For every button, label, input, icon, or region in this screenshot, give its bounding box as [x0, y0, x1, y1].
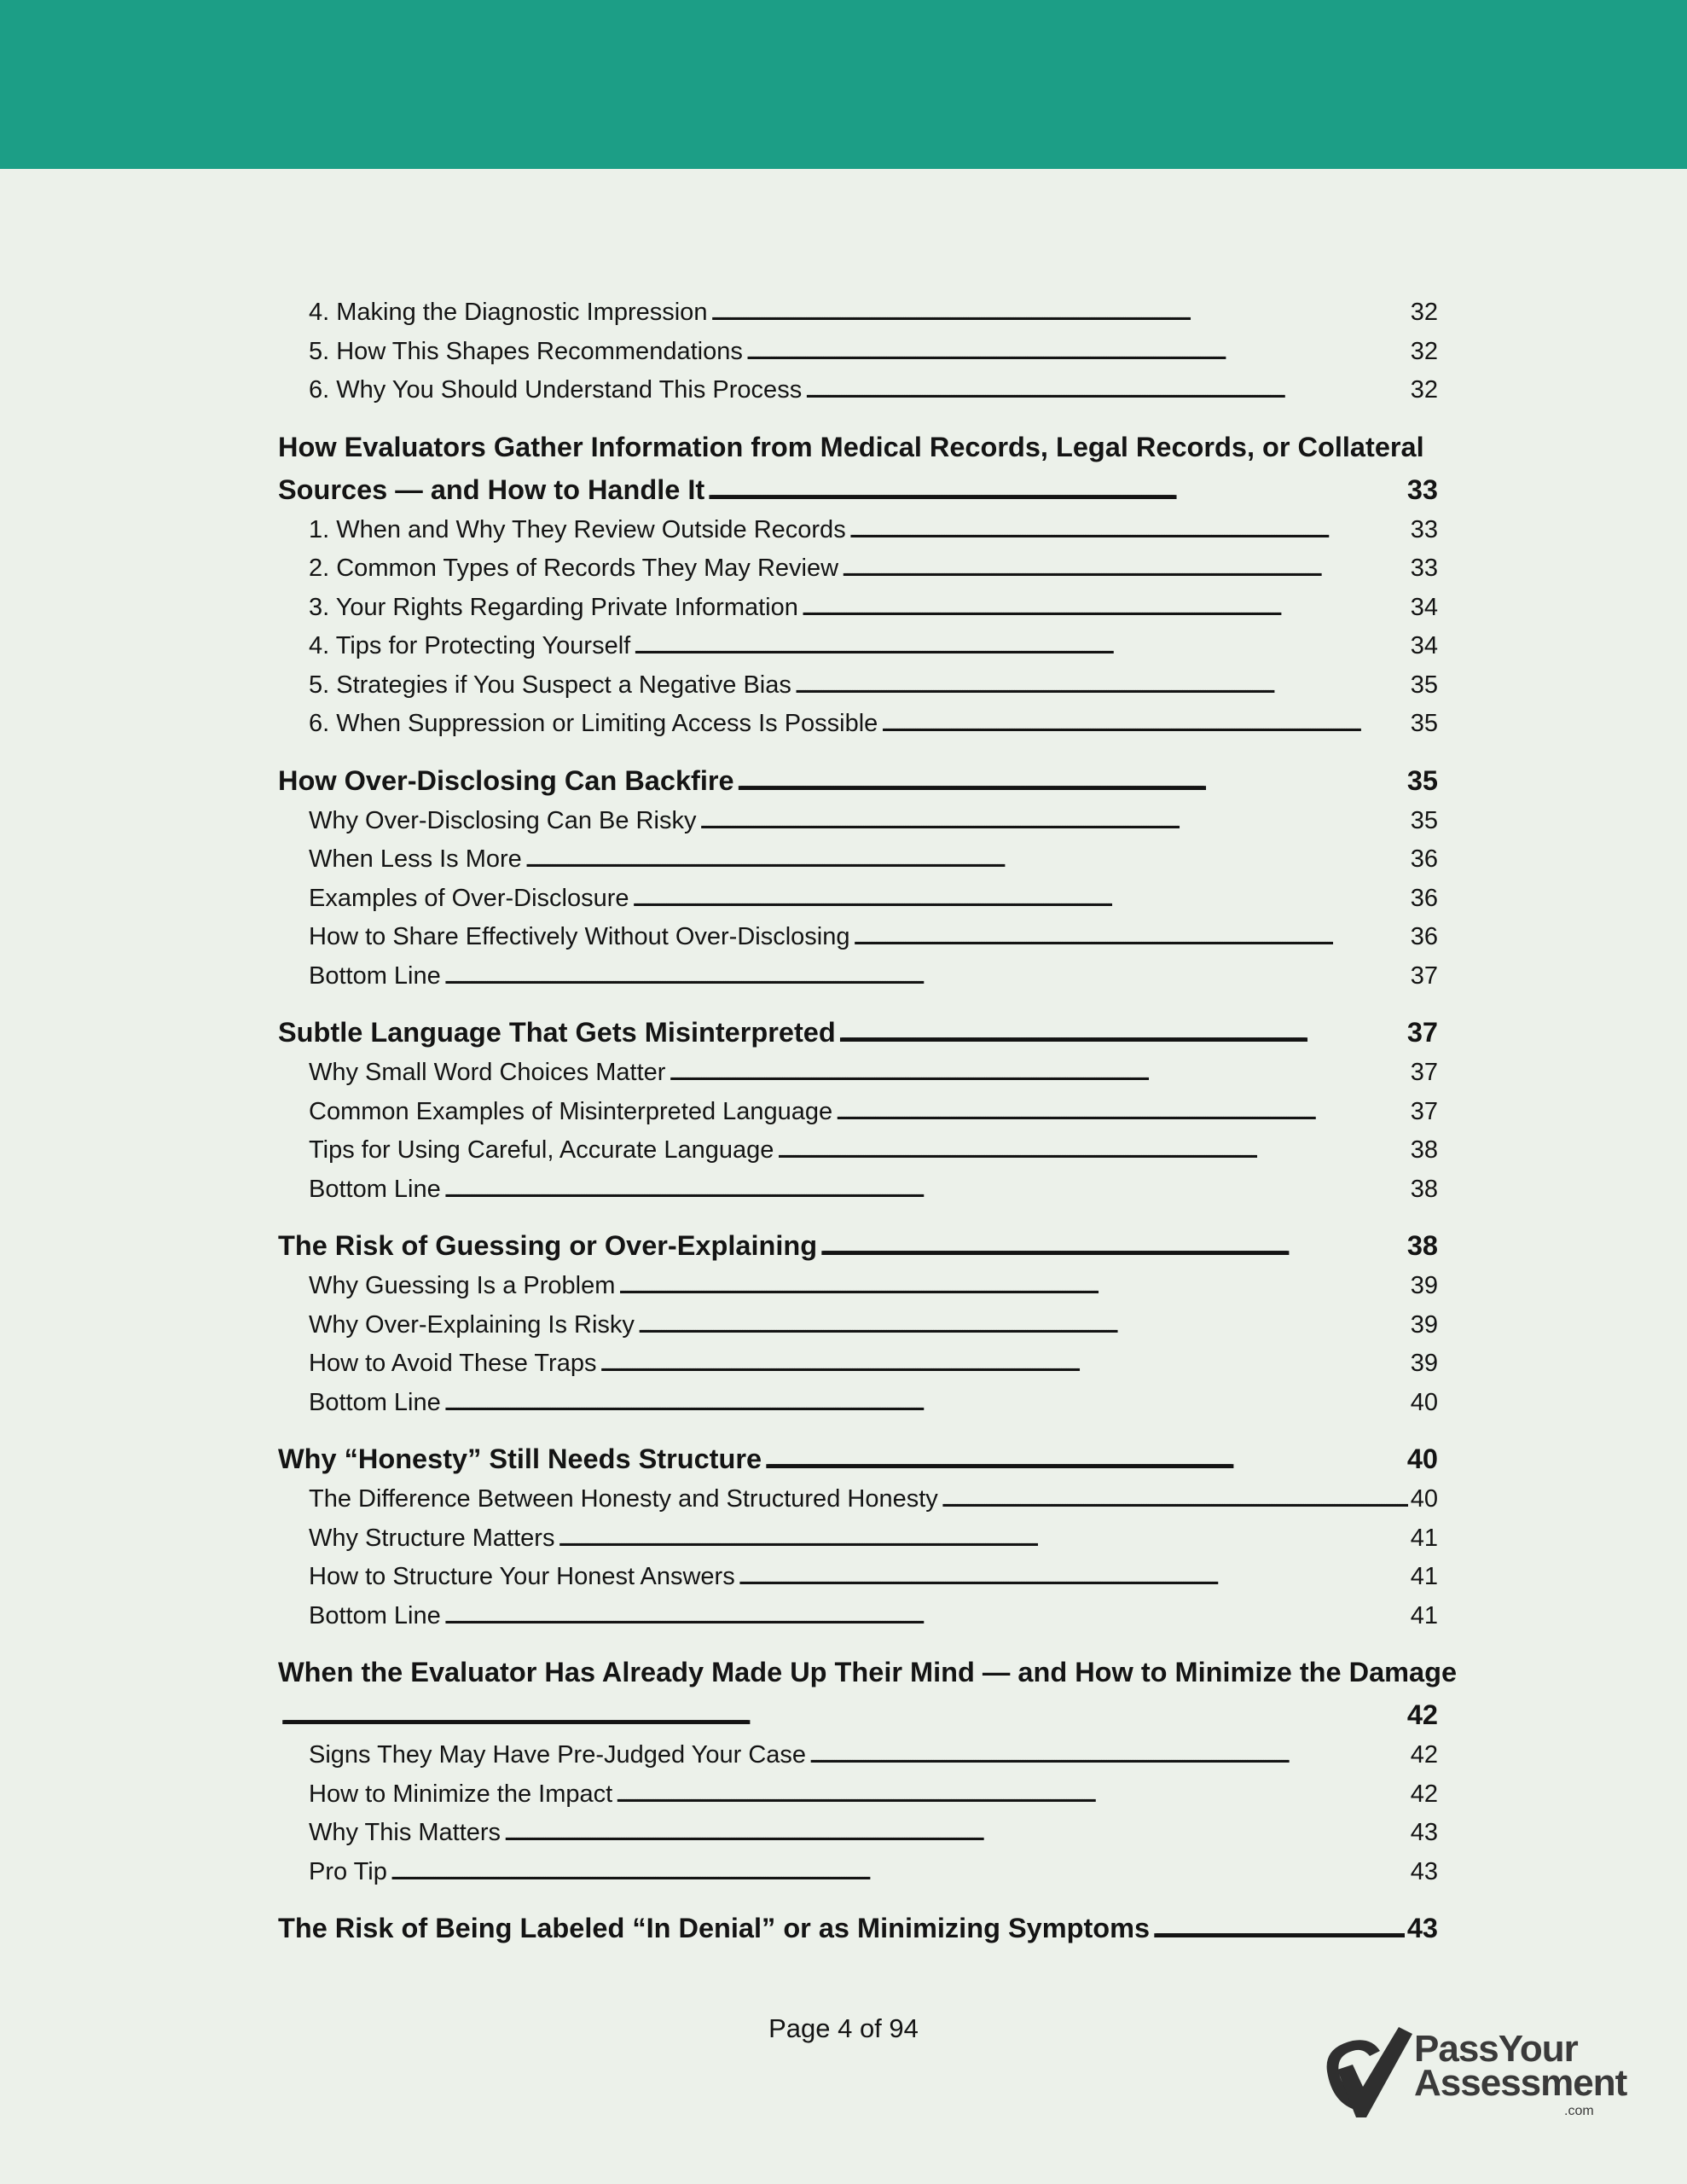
logo-text-line1: PassYour: [1414, 2028, 1578, 2070]
dot-leader: [1152, 1907, 1405, 1949]
toc-entry[interactable]: [278, 1131, 1438, 1170]
dot-leader: [443, 1597, 1408, 1636]
toc-entry-page: 35: [1410, 710, 1438, 737]
toc-entry[interactable]: [278, 371, 1438, 410]
dot-leader: [503, 1814, 1408, 1853]
dot-leader: [599, 1345, 1407, 1384]
toc-entry[interactable]: [278, 1558, 1438, 1597]
toc-entry[interactable]: [278, 1519, 1438, 1559]
toc-entry[interactable]: [278, 666, 1438, 706]
toc-entry-page: 32: [1410, 376, 1438, 404]
toc-entry-page: 43: [1410, 1857, 1438, 1885]
dot-leader: [801, 589, 1408, 628]
logo: [1320, 2015, 1627, 2126]
dot-leader: [443, 1170, 1408, 1210]
dot-leader: [525, 840, 1408, 880]
toc-entry-label: 6. When Suppression or Limiting Access Is Possible: [309, 710, 878, 737]
dot-leader: [880, 705, 1407, 744]
logo-text-domain: .com: [1564, 2104, 1594, 2118]
toc-entry[interactable]: [278, 589, 1438, 628]
toc-entry-label: Bottom Line: [309, 1175, 441, 1203]
toc-entry-page: 32: [1410, 337, 1438, 365]
dot-leader: [745, 333, 1408, 372]
toc-section-page: 40: [1406, 1443, 1438, 1474]
toc-entry-page: 41: [1410, 1524, 1438, 1552]
toc-section-heading[interactable]: [278, 759, 1438, 802]
toc-section-title: The Risk of Guessing or Over-Explaining: [278, 1230, 818, 1261]
toc-entry-label: Bottom Line: [309, 1601, 441, 1629]
toc-entry-label: How to Avoid These Traps: [309, 1350, 597, 1377]
logo-text-line2: Assessment: [1414, 2062, 1627, 2104]
dot-leader: [764, 1438, 1405, 1480]
toc-entry-label: Why Small Word Choices Matter: [309, 1059, 666, 1086]
header-band: [0, 0, 1687, 169]
toc-entry[interactable]: [278, 1267, 1438, 1306]
toc-entry-page: 33: [1410, 515, 1438, 543]
toc-entry[interactable]: [278, 1775, 1438, 1815]
toc-entry[interactable]: [278, 802, 1438, 841]
toc-entry-label: How to Share Effectively Without Over-Disclosing: [309, 923, 850, 950]
toc-entry-page: 40: [1410, 1388, 1438, 1416]
toc-entry-page: 37: [1410, 1059, 1438, 1086]
toc-section-title: How Over-Disclosing Can Backfire: [278, 764, 734, 796]
toc-entry[interactable]: [278, 1093, 1438, 1132]
toc-entry-label: 5. How This Shapes Recommendations: [309, 337, 743, 365]
toc-entry[interactable]: [278, 1853, 1438, 1892]
toc-entry[interactable]: [278, 1597, 1438, 1636]
toc-entry[interactable]: [278, 957, 1438, 996]
dot-leader: [794, 666, 1408, 706]
toc-entry-page: 33: [1410, 555, 1438, 582]
toc-entry-page: 39: [1410, 1272, 1438, 1299]
toc-entry[interactable]: [278, 918, 1438, 957]
toc-entry[interactable]: [278, 705, 1438, 744]
toc-entry[interactable]: [278, 1054, 1438, 1093]
toc-section-page: 43: [1406, 1913, 1438, 1943]
toc-entry-page: 43: [1410, 1819, 1438, 1846]
toc-entry[interactable]: [278, 511, 1438, 550]
page-number: Page 4 of 94: [768, 2013, 919, 2043]
dot-leader: [632, 880, 1408, 919]
toc-section-title: Subtle Language That Gets Misinterpreted: [278, 1017, 836, 1048]
dot-leader: [707, 468, 1405, 511]
toc-entry-label: 4. Making the Diagnostic Impression: [309, 299, 708, 326]
dot-leader: [852, 918, 1407, 957]
toc-entry-label: 3. Your Rights Regarding Private Information: [309, 593, 798, 621]
toc-entry-label: Bottom Line: [309, 961, 441, 990]
toc-section-heading[interactable]: [278, 1907, 1438, 1949]
dot-leader: [390, 1853, 1408, 1892]
toc-entry-label: The Difference Between Honesty and Structured Honesty: [309, 1485, 938, 1513]
toc-section-heading-continued[interactable]: [278, 1693, 1438, 1736]
toc-entry-label: Why This Matters: [309, 1819, 501, 1846]
toc-entry-page: 36: [1410, 923, 1438, 950]
toc-section-heading[interactable]: How Evaluators Gather Information from Medical Records, Legal Records, or Collateral: [278, 431, 1424, 462]
dot-leader: [710, 293, 1407, 333]
toc-entry-page: 32: [1410, 299, 1438, 326]
toc-entry-label: 6. Why You Should Understand This Process: [309, 376, 803, 404]
toc-section-heading[interactable]: [278, 1011, 1438, 1054]
toc-entry[interactable]: [278, 1480, 1438, 1519]
toc-entry[interactable]: [278, 627, 1438, 666]
dot-leader: [849, 511, 1408, 550]
toc-section-heading[interactable]: [278, 1438, 1438, 1480]
toc-entry-page: 36: [1410, 884, 1438, 912]
toc-entry-label: 4. Tips for Protecting Yourself: [309, 632, 631, 659]
toc-section-heading-continued[interactable]: [278, 468, 1438, 511]
toc-entry[interactable]: [278, 1814, 1438, 1853]
toc-entry-page: 41: [1410, 1563, 1438, 1590]
toc-entry[interactable]: [278, 1384, 1438, 1423]
toc-entry-page: 41: [1410, 1601, 1438, 1629]
toc-entry-label: Pro Tip: [309, 1857, 387, 1885]
toc-section-page: 42: [1406, 1699, 1438, 1730]
toc-entry-page: 37: [1410, 1097, 1438, 1125]
toc-section-title: Sources — and How to Handle It: [278, 473, 705, 505]
dot-leader: [668, 1054, 1407, 1093]
dot-leader: [699, 802, 1407, 841]
toc-entry-label: 1. When and Why They Review Outside Records: [309, 515, 846, 543]
toc-section-title: The Risk of Being Labeled “In Denial” or as Minimizing Symptoms: [278, 1913, 1151, 1943]
toc-section-page: 38: [1406, 1230, 1438, 1261]
toc-entry-page: 38: [1410, 1175, 1438, 1203]
toc-entry-label: Tips for Using Careful, Accurate Language: [309, 1136, 774, 1164]
toc-entry-page: 40: [1410, 1485, 1438, 1513]
toc-entry[interactable]: [278, 1345, 1438, 1384]
toc-section-page: 33: [1406, 473, 1438, 505]
dot-leader: [615, 1775, 1408, 1815]
toc-entry-page: 42: [1410, 1780, 1438, 1808]
toc-section-heading[interactable]: [278, 1224, 1438, 1267]
toc-entry-page: 36: [1410, 845, 1438, 873]
toc-entry-page: 34: [1410, 632, 1438, 659]
toc-entry-label: Bottom Line: [309, 1388, 441, 1416]
toc-entry[interactable]: [278, 1736, 1438, 1775]
checkmark-logo-icon: [1320, 2022, 1414, 2124]
toc-section-heading[interactable]: When the Evaluator Has Already Made Up Their Mind — and How to Minimize the Damage: [278, 1657, 1458, 1687]
toc-section-page: 37: [1406, 1017, 1438, 1048]
toc-entry-page: 35: [1410, 671, 1438, 699]
toc-entry-page: 38: [1410, 1136, 1438, 1164]
dot-leader: [841, 549, 1408, 589]
dot-leader: [838, 1011, 1405, 1054]
toc-entry-label: Why Structure Matters: [309, 1524, 555, 1552]
dot-leader: [617, 1267, 1407, 1306]
dot-leader: [737, 759, 1405, 802]
dot-leader: [738, 1558, 1408, 1597]
dot-leader: [820, 1224, 1405, 1267]
toc-entry-label: Common Examples of Misinterpreted Language: [309, 1097, 833, 1125]
toc-entry-page: 34: [1410, 593, 1438, 621]
dot-leader: [637, 1306, 1408, 1345]
toc-entry-label: 2. Common Types of Records They May Review: [309, 555, 839, 582]
toc-section-title: Why “Honesty” Still Needs Structure: [278, 1443, 762, 1474]
toc-entry-page: 42: [1410, 1741, 1438, 1769]
toc-entry-page: 35: [1410, 806, 1438, 834]
toc-entry-label: How to Minimize the Impact: [309, 1780, 613, 1808]
toc-entry-label: When Less Is More: [309, 845, 522, 873]
toc-entry-label: Signs They May Have Pre-Judged Your Case: [309, 1741, 807, 1769]
toc-section-page: 35: [1406, 764, 1438, 796]
toc-entry-label: 5. Strategies if You Suspect a Negative Bias: [309, 671, 791, 699]
dot-leader: [835, 1093, 1408, 1132]
toc-entry-label: How to Structure Your Honest Answers: [309, 1563, 735, 1590]
toc-entry-page: 39: [1410, 1310, 1438, 1339]
toc-entry-page: 37: [1410, 961, 1438, 990]
dot-leader: [804, 371, 1408, 410]
dot-leader: [557, 1519, 1407, 1559]
dot-leader: [941, 1480, 1408, 1519]
toc-entry[interactable]: [278, 840, 1438, 880]
dot-leader: [443, 957, 1408, 996]
toc-entry[interactable]: [278, 333, 1438, 372]
toc-entry[interactable]: [278, 1306, 1438, 1345]
toc-entry[interactable]: [278, 880, 1438, 919]
dot-leader: [776, 1131, 1407, 1170]
toc-entry-page: 39: [1410, 1350, 1438, 1377]
toc-entry-label: Why Over-Explaining Is Risky: [309, 1310, 635, 1339]
toc-entry-label: Why Guessing Is a Problem: [309, 1272, 616, 1299]
table-of-contents: [278, 293, 1458, 1949]
dot-leader: [443, 1384, 1408, 1423]
dot-leader: [633, 627, 1408, 666]
toc-entry[interactable]: [278, 549, 1438, 589]
toc-entry-label: Examples of Over-Disclosure: [309, 884, 629, 912]
toc-entry-label: Why Over-Disclosing Can Be Risky: [309, 806, 697, 834]
toc-entry[interactable]: [278, 293, 1438, 333]
toc-entry[interactable]: [278, 1170, 1438, 1210]
dot-leader: [281, 1693, 1405, 1736]
dot-leader: [809, 1736, 1408, 1775]
